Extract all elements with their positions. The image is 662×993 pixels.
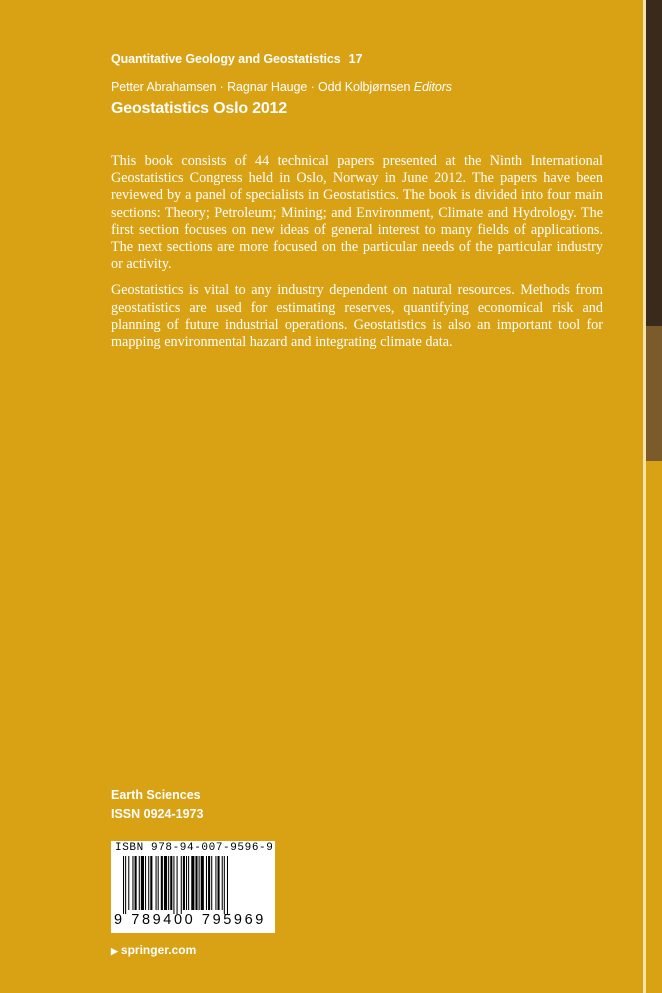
description-paragraph: Geostatistics is vital to any industry dependent on natural resources. Methods from geostatistics are used for estimating reserves, quantifying economical risk and planning of future industrial operations. Geostatistics is also an important tool for mapping environmental hazard and integrating climate data. (111, 282, 603, 351)
barcode (111, 841, 275, 933)
barcode-bar (173, 856, 174, 914)
editor-names: Petter Abrahamsen · Ragnar Hauge · Odd Kolbjørnsen (111, 80, 411, 94)
barcode-bar (123, 856, 124, 914)
spine-gold-band (646, 461, 662, 993)
barcode-bar (183, 856, 185, 910)
barcode-bar (132, 856, 133, 910)
arrow-right-icon: ▶ (111, 946, 118, 956)
barcode-bar (148, 856, 149, 910)
series-number: 17 (348, 52, 363, 66)
barcode-bar (150, 856, 152, 910)
barcode-bar (208, 856, 210, 910)
barcode-bar (211, 856, 212, 910)
barcode-bar (141, 856, 144, 910)
barcode-bars (113, 856, 273, 914)
barcode-bar (161, 856, 163, 910)
ean-digits: 9 789400 795969 (114, 912, 266, 928)
spine-dark-band (646, 0, 662, 326)
spine-brown-band (646, 326, 662, 461)
barcode-bar (201, 856, 204, 910)
editors-role: Editors (413, 80, 452, 94)
barcode-bar (168, 856, 169, 910)
barcode-bar (218, 856, 220, 910)
barcode-bar (139, 856, 140, 910)
barcode-bar (206, 856, 207, 910)
barcode-bar (195, 856, 197, 910)
issn-number: ISSN 0924-1973 (111, 807, 204, 821)
barcode-bar (186, 856, 187, 910)
barcode-bar (156, 856, 157, 910)
series-name: Quantitative Geology and Geostatistics (111, 52, 341, 66)
barcode-bar (181, 856, 182, 914)
barcode-bar (164, 856, 167, 910)
publisher-url: springer.com (120, 943, 197, 957)
isbn-label: ISBN 978-94-007-9596-9 (115, 842, 274, 854)
barcode-bar (135, 856, 137, 910)
series-line (111, 52, 362, 66)
barcode-bar (191, 856, 194, 910)
publisher-link[interactable] (111, 943, 196, 957)
book-description (111, 153, 603, 360)
subject-block (111, 786, 203, 824)
barcode-bar (222, 856, 223, 910)
description-paragraph: This book consists of 44 technical papers presented at the Ninth International Geostatistics Congress held in Oslo, Norway in June 2012. The papers have been reviewed by a panel of specialists in Geostatistics. The book is divided into four main sections: Theory; Petroleum; Mining; and Environment, Climate and Hydrology. The first section focuses on new ideas of general interest to many fields of applications. The next sections are more focused on the particular needs of the particular industry or activity. (111, 153, 603, 273)
barcode-bar (177, 856, 178, 914)
barcode-bar (158, 856, 159, 910)
barcode-bar (128, 856, 129, 910)
barcode-bar (145, 856, 146, 910)
book-title: Geostatistics Oslo 2012 (111, 100, 287, 117)
subject-category: Earth Sciences (111, 788, 201, 802)
barcode-bar (188, 856, 189, 910)
barcode-bar (170, 856, 172, 910)
barcode-bar (125, 856, 126, 914)
barcode-bar (227, 856, 228, 914)
barcode-bar (215, 856, 216, 910)
barcode-bar (199, 856, 200, 910)
barcode-bar (224, 856, 225, 914)
editors-line (111, 80, 452, 94)
